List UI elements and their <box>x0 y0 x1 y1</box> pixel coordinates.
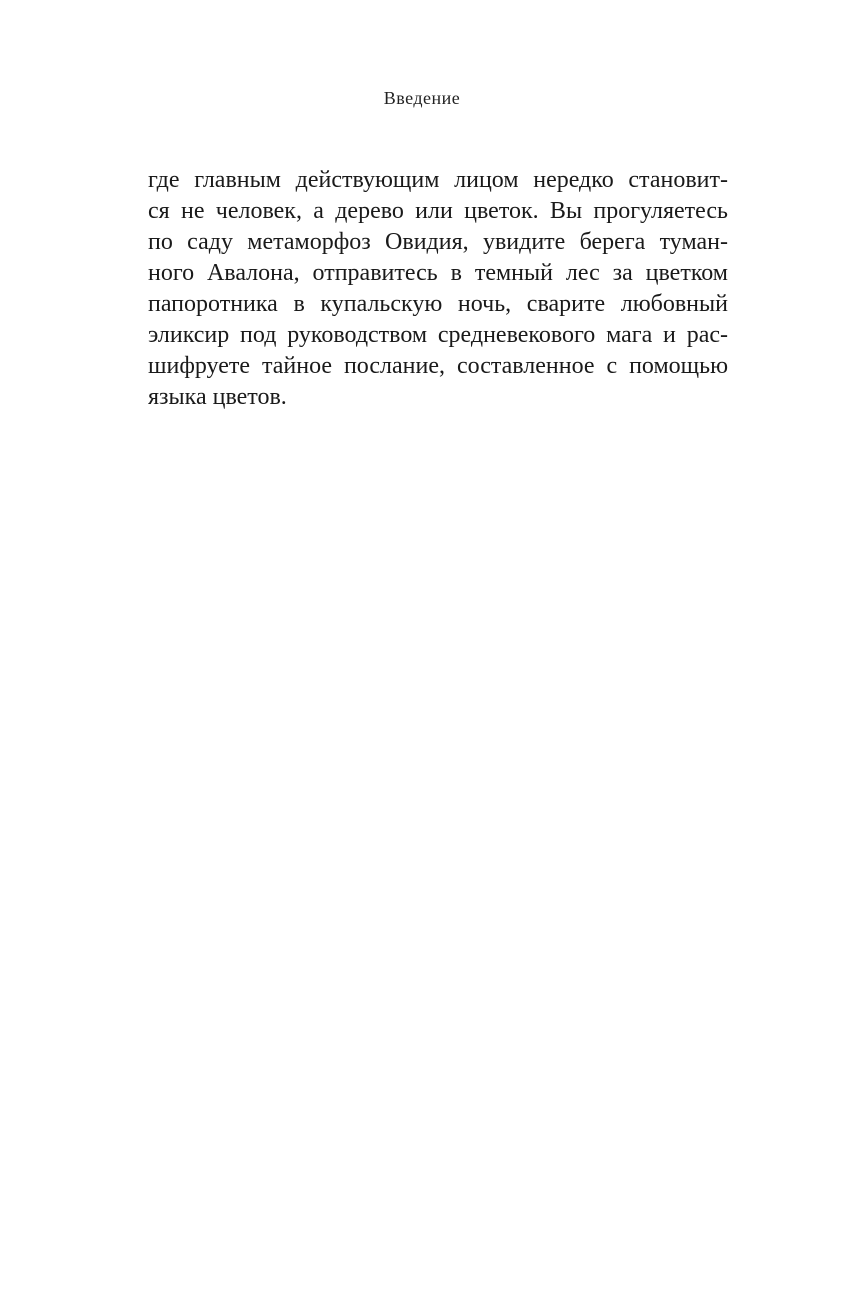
body-paragraph <box>148 165 728 413</box>
text-line: ного Авалона, отправитесь в темный лес за цветком <box>148 260 728 286</box>
text-line: языка цветов. <box>148 384 287 410</box>
text-line: ся не человек, а дерево или цветок. Вы прогуляетесь <box>148 198 728 224</box>
text-line: папоротника в купальскую ночь, сварите любовный <box>148 291 728 317</box>
text-line: эликсир под руководством средневекового мага и рас- <box>148 322 728 348</box>
text-line: где главным действующим лицом нередко становит- <box>148 167 728 193</box>
text-line: шифруете тайное послание, составленное с помощью <box>148 353 728 379</box>
text-line: по саду метаморфоз Овидия, увидите берега туман- <box>148 229 728 255</box>
running-header: Введение <box>383 88 461 108</box>
